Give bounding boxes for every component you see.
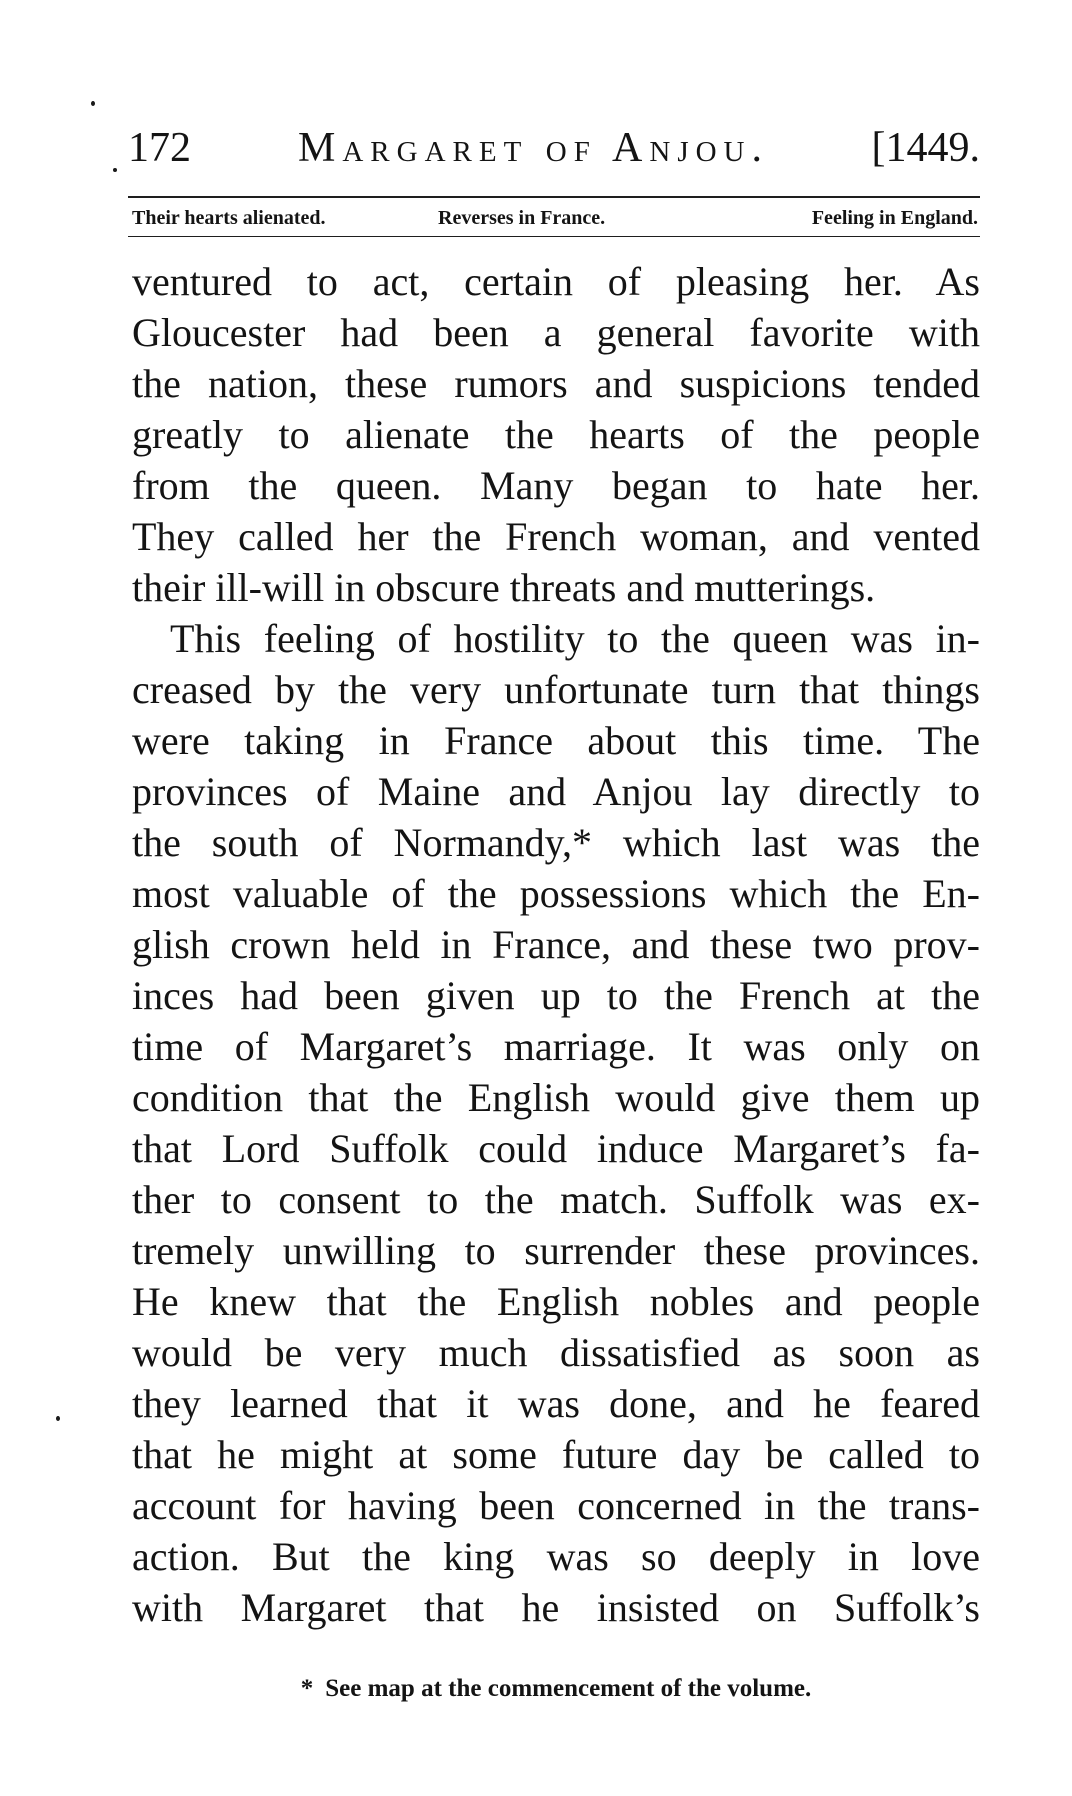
text-line: Gloucester had been a general favorite with [132,310,980,355]
text-line: the south of Normandy,* which last was the [132,820,980,865]
text-line: time of Margaret’s marriage. It was only on [132,1024,980,1069]
text-line: condition that the English would give them up [132,1075,980,1120]
text-line: creased by the very unfortunate turn that things [132,667,980,712]
running-title: Margaret of Anjou. [298,125,769,171]
text-line: their ill-will in obscure threats and mutterings. [132,565,876,610]
text-line: the nation, these rumors and suspicions tended [132,361,980,406]
text-line: ther to consent to the match. Suffolk was ex- [132,1177,980,1222]
ink-speck [91,101,95,106]
topic-feeling-in-england: Feeling in England. [811,207,978,229]
text-line: ventured to act, certain of pleasing her. As [132,259,980,304]
text-line: with Margaret that he insisted on Suffolk’s [132,1585,980,1630]
text-line: they learned that it was done, and he feared [132,1381,980,1426]
text-line: inces had been given up to the French at the [132,973,980,1018]
text-line: glish crown held in France, and these two prov- [132,922,980,967]
year-marker: [1449. [871,125,980,171]
text-line: provinces of Maine and Anjou lay directly to [132,769,980,814]
text-line: were taking in France about this time. The [132,718,980,763]
running-header [128,118,980,178]
text-line: action. But the king was so deeply in love [132,1534,980,1579]
topic-rule [128,236,980,237]
page-number: 172 [128,125,191,171]
footnote-text: See map at the commencement of the volume. [325,1675,812,1702]
text-line: greatly to alienate the hearts of the people [132,412,980,457]
header-rule [128,196,980,198]
text-line: This feeling of hostility to the queen was in- [170,616,980,661]
text-line: that he might at some future day be called to [132,1432,980,1477]
footnote-asterisk: * [300,1675,314,1702]
text-line: most valuable of the possessions which the En- [132,871,980,916]
text-line: that Lord Suffolk could induce Margaret’s fa- [132,1126,980,1171]
footnote [132,1671,980,1707]
topic-their-hearts-alienated: Their hearts alienated. [132,207,326,229]
text-line: would be very much dissatisfied as soon as [132,1330,980,1375]
text-line: from the queen. Many began to hate her. [132,463,980,508]
body-text [132,256,980,1633]
ink-speck [113,168,117,172]
topic-headline [128,203,980,233]
text-line: They called her the French woman, and vented [132,514,980,559]
ink-speck [56,1416,60,1421]
text-line: account for having been concerned in the trans- [132,1483,980,1528]
text-line: tremely unwilling to surrender these provinces. [132,1228,980,1273]
topic-reverses-in-france: Reverses in France. [438,207,606,229]
text-line: He knew that the English nobles and people [132,1279,980,1324]
